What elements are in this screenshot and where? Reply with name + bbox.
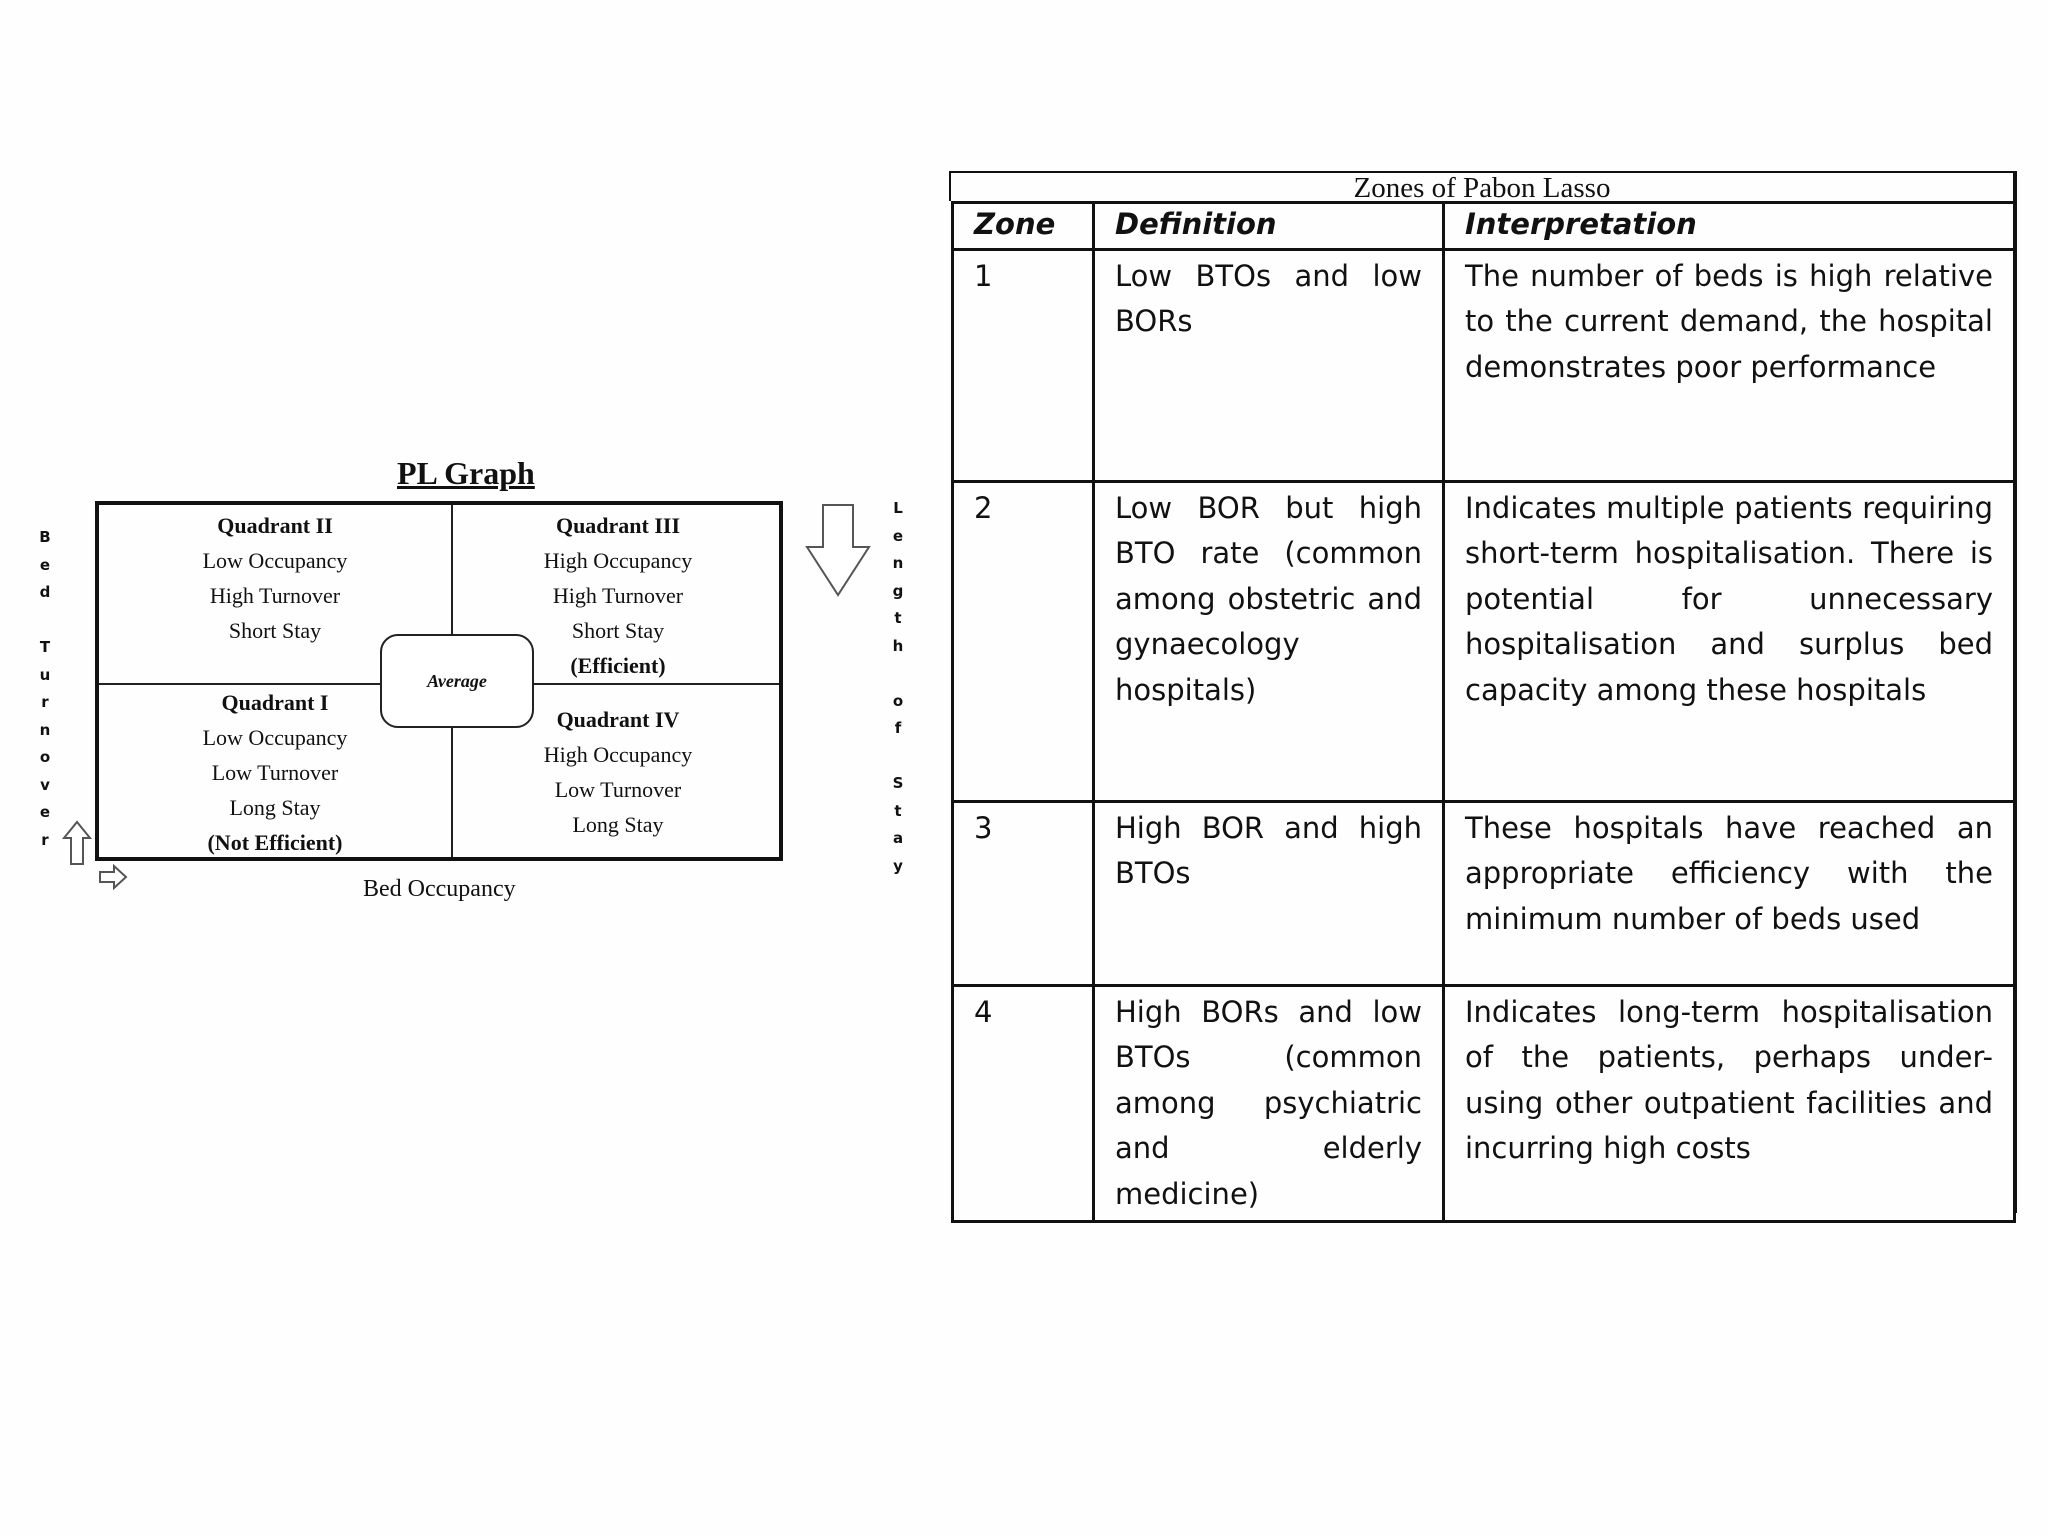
up-arrow-icon <box>62 820 92 866</box>
average-label: Average <box>427 670 487 691</box>
zone-cell: 1 <box>953 250 1094 482</box>
table-caption-row <box>949 171 2015 204</box>
quadrant-line: Short Stay <box>228 618 322 643</box>
quadrant-line: High Occupancy <box>543 742 693 767</box>
quadrant-title: Quadrant III <box>555 513 681 538</box>
quadrant-line: Low Occupancy <box>202 548 348 573</box>
table-row <box>953 986 2015 1222</box>
table-outer-border <box>2015 171 2017 1213</box>
header-definition: Definition <box>1094 203 1444 250</box>
table-row <box>953 250 2015 482</box>
x-axis-label: Bed Occupancy <box>363 876 516 902</box>
quadrant-line: High Turnover <box>209 583 341 608</box>
quadrant-line: Long Stay <box>229 795 321 820</box>
average-box <box>380 634 534 728</box>
definition-cell: Low BOR but high BTO rate (common among obstetric and gynaecology hospitals) <box>1094 482 1444 802</box>
definition-cell: High BOR and high BTOs <box>1094 802 1444 986</box>
table-caption: Zones of Pabon Lasso <box>1353 172 1611 204</box>
interpretation-cell: These hospitals have reached an appropriate efficiency with the minimum number of beds used <box>1444 802 2015 986</box>
table-header-row <box>953 203 2015 250</box>
quadrant-line: High Turnover <box>552 583 684 608</box>
y-axis-label: B e d T u r n o v e r <box>39 528 51 849</box>
header-interpretation: Interpretation <box>1444 203 2015 250</box>
definition-cell: High BORs and low BTOs (common among psychiatric and elderly medicine) <box>1094 986 1444 1222</box>
header-zone: Zone <box>953 203 1094 250</box>
quadrant-line: Low Turnover <box>211 760 339 785</box>
quadrant-note: (Not Efficient) <box>207 830 343 855</box>
quadrant-ii <box>99 508 451 648</box>
quadrant-line: Low Turnover <box>554 777 682 802</box>
table-row <box>953 482 2015 802</box>
pl-graph-frame <box>95 501 783 861</box>
interpretation-cell: Indicates long-term hospitalisation of the patients, perhaps under-using other outpatient facilities and incurring high costs <box>1444 986 2015 1222</box>
zone-cell: 4 <box>953 986 1094 1222</box>
quadrant-line: Short Stay <box>571 618 665 643</box>
quadrant-title: Quadrant II <box>217 513 333 538</box>
quadrant-line: Low Occupancy <box>202 725 348 750</box>
quadrant-title: Quadrant I <box>221 690 329 715</box>
quadrant-note: (Efficient) <box>570 653 666 678</box>
interpretation-cell: The number of beds is high relative to the current demand, the hospital demonstrates poor performance <box>1444 250 2015 482</box>
zone-cell: 2 <box>953 482 1094 802</box>
zone-cell: 3 <box>953 802 1094 986</box>
quadrant-title: Quadrant IV <box>556 707 680 732</box>
quadrant-line: High Occupancy <box>543 548 693 573</box>
interpretation-cell: Indicates multiple patients requiring short-term hospitalisation. There is potential for unnecessary hospitalisation and surplus bed capacity among these hospitals <box>1444 482 2015 802</box>
table-row <box>953 802 2015 986</box>
quadrant-line: Long Stay <box>572 812 664 837</box>
down-arrow-icon <box>805 503 875 599</box>
graph-title: PL Graph <box>397 455 535 491</box>
right-arrow-icon <box>98 864 130 890</box>
length-of-stay-label: L e n g t h o f S t a y <box>892 499 904 875</box>
definition-cell: Low BTOs and low BORs <box>1094 250 1444 482</box>
zones-table <box>951 201 2016 1223</box>
